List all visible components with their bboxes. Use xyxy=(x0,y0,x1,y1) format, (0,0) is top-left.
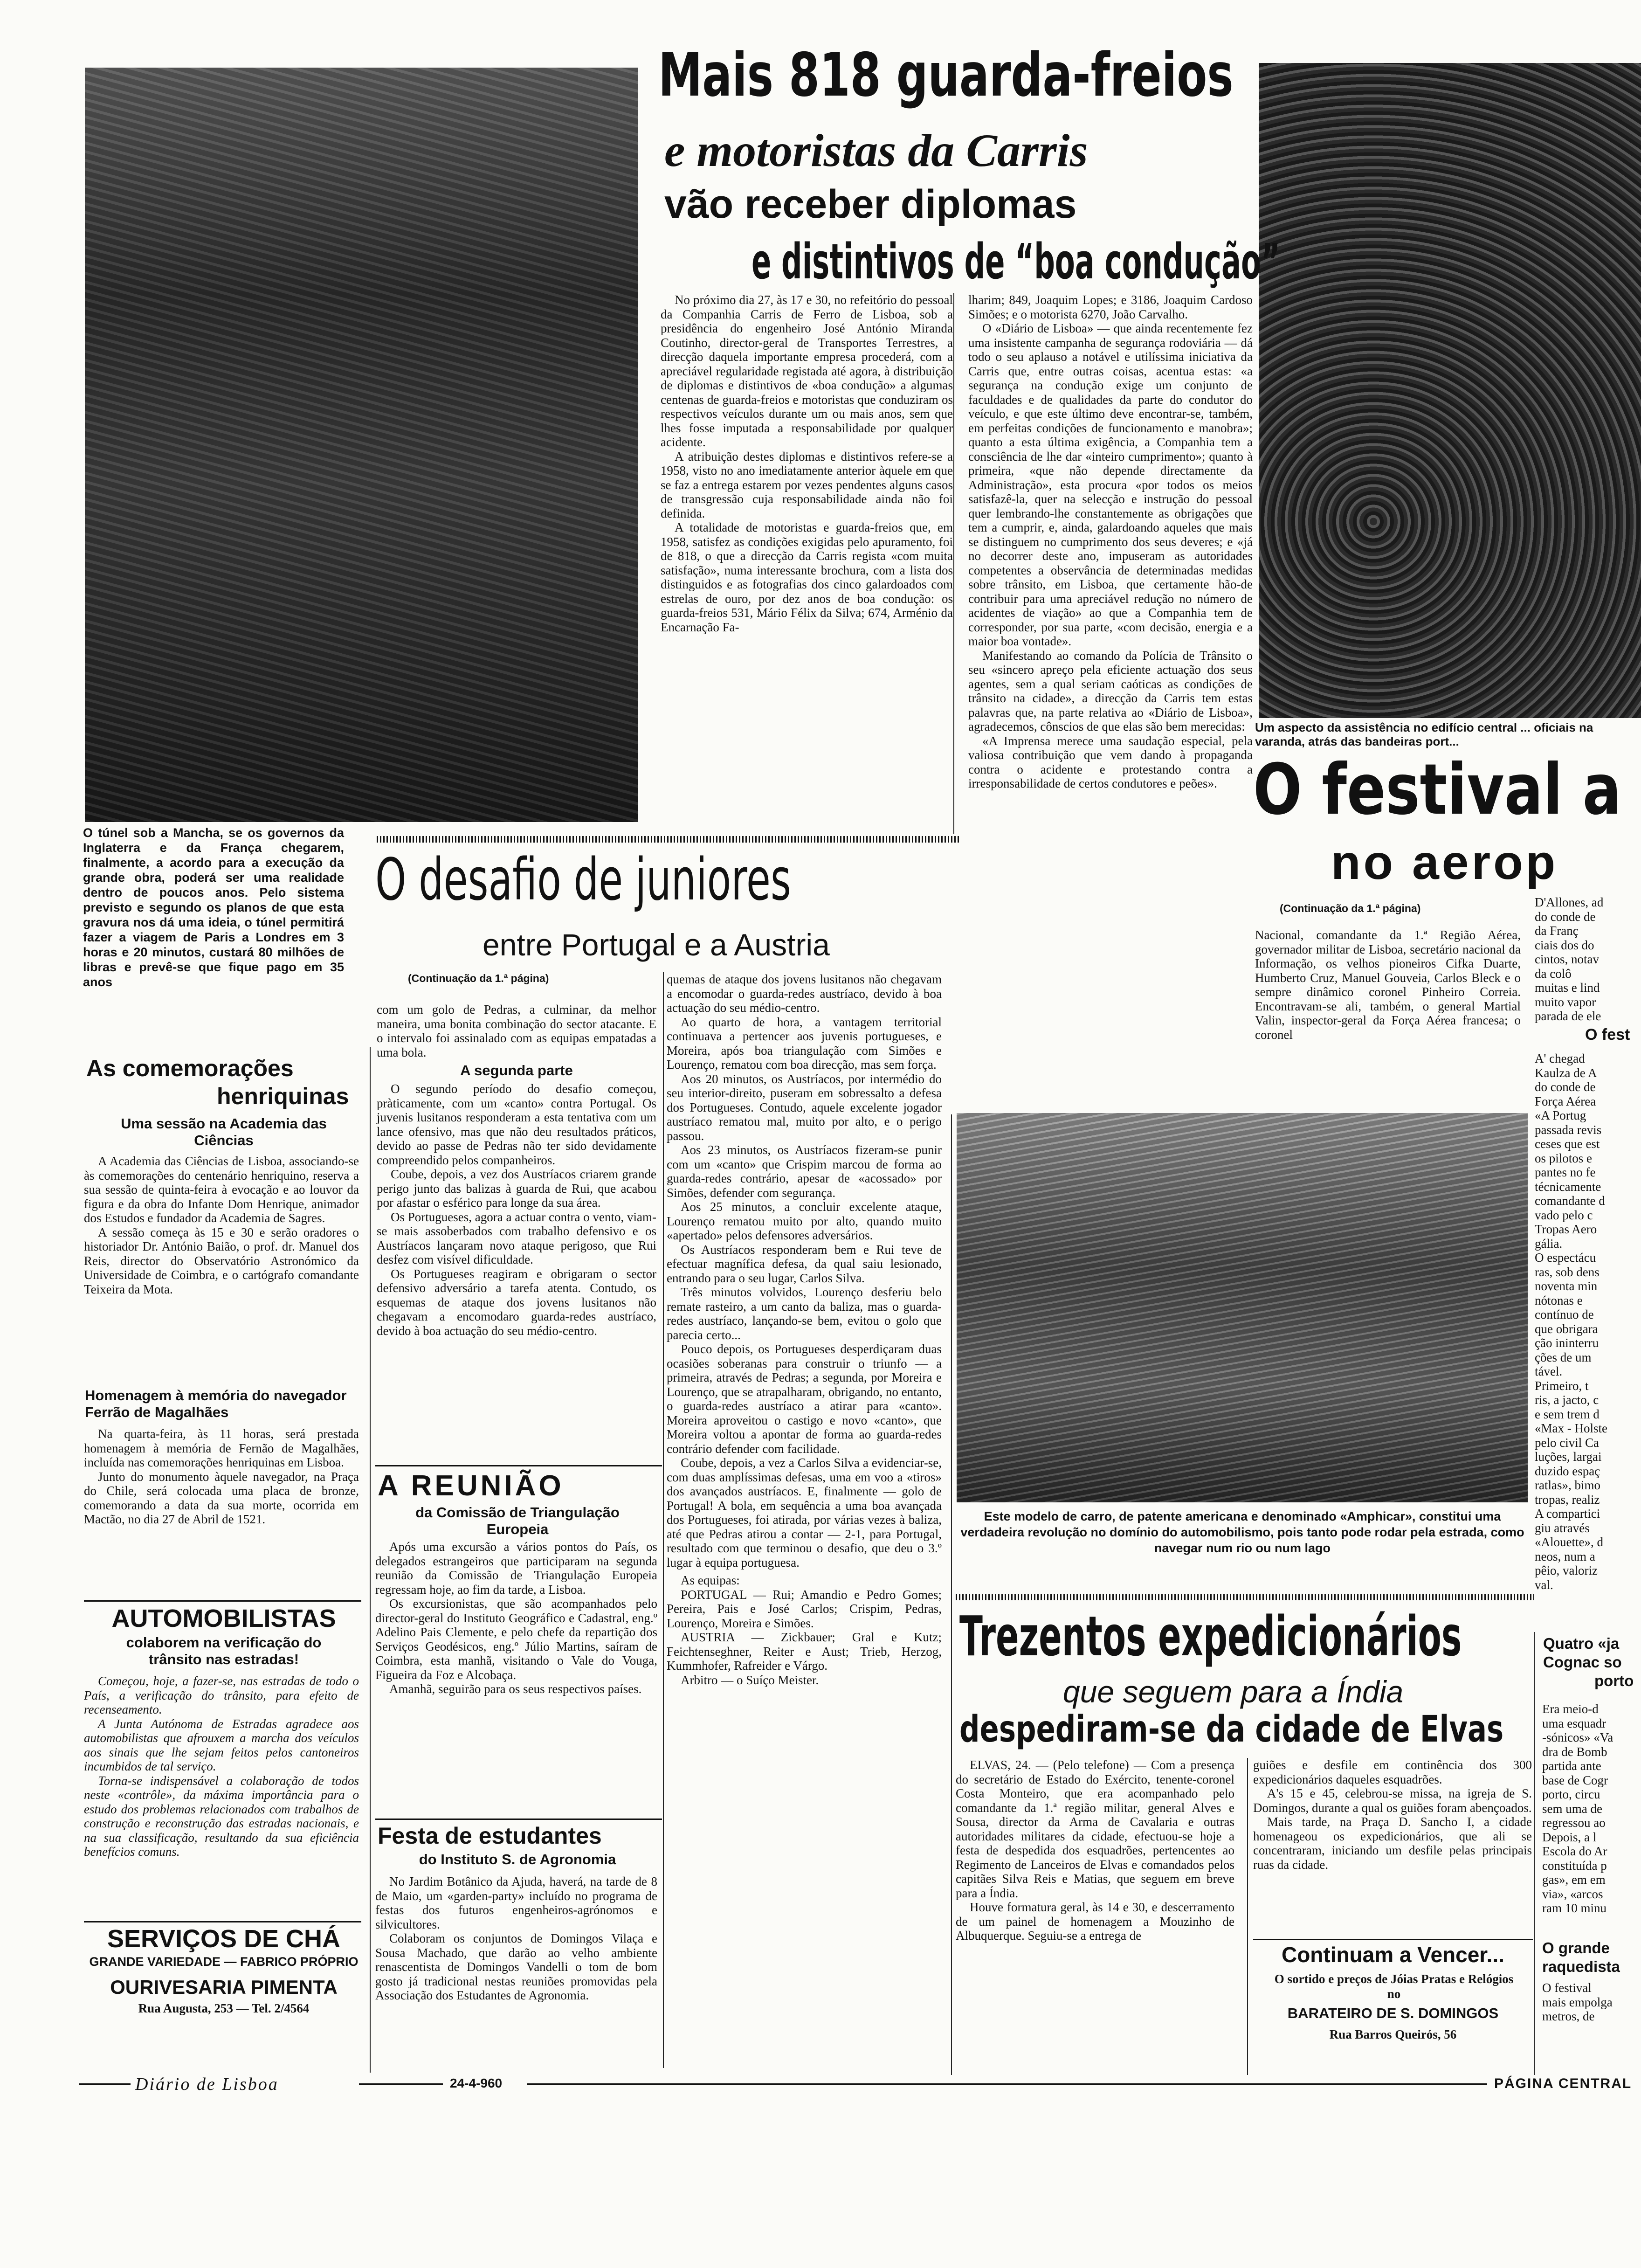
trezentos-column-2 xyxy=(1253,1758,1532,1912)
paragraph: com um golo de Pedras, a culminar, da melhor maneira, uma bonita combinação do sector atacante. E o intervalo foi assinalado com as equipas empatadas a uma bola. xyxy=(377,1003,656,1059)
juniores-column-2 xyxy=(667,972,942,2059)
festa-body xyxy=(375,1874,657,2070)
text-line: tável. xyxy=(1535,1364,1563,1378)
paragraph: Amanhã, seguirão para os seus respectivos países. xyxy=(389,1682,642,1696)
quatro-body xyxy=(1542,1702,1641,1915)
text-line: «Alouette», d xyxy=(1535,1535,1603,1549)
text-line: contínuo de xyxy=(1535,1307,1594,1321)
text-line: e sem trem d xyxy=(1535,1407,1600,1421)
paragraph: Torna-se indispensável a colaboração de todos neste «contrôle», da máxima importância para o estudo dos problemas relacionados com trabalhos de construção e reconstrução das estradas nacionais, e na sua classificação, resultando da sua eficiência benefícios comuns. xyxy=(84,1773,359,1859)
carris-column-2 xyxy=(968,293,1253,1109)
paragraph: A Junta Autónoma de Estradas agradece aos automobilistas que afrouxem a marcha dos veículos aos sinais que lhe sejam feitos pelos cantoneiros incumbidos de tal serviço. xyxy=(84,1716,359,1773)
text-line: val. xyxy=(1535,1577,1553,1592)
text-line: Tropas Aero xyxy=(1535,1222,1597,1236)
paragraph: A totalidade de motoristas e guarda-freios que, em 1958, satisfez as condições exigidas pelo apuramento, foi de 818, o que a direcção da Carris regista «com muita satisfação», numa interessante brochura, com a lista dos distinguidos e as fotografias dos cinco galardoados com estrelas de ouro, por dez anos de boa condução: os guarda-freios 531, Mário Félix da Silva; 674, Arménio da Encarnação Fa- xyxy=(661,520,953,634)
juniores-subhead: A segunda parte xyxy=(460,1062,573,1079)
text-line: duzido espaç xyxy=(1535,1464,1600,1478)
paragraph: Coube, depois, a vez a Carlos Silva a evidenciar-se, com duas amplíssimas defesas, uma em voo a «tiros» dos avançados austríacos. E, finalmente — golo de Portugal! A bola, em sequência a uma boa avançada dos Portugueses, foi atirada, por várias vezes à baliza, até que Pedras atirou a contar — 2-1, para Portugal, resultado com que terminou o desafio, que deu o 3.º lugar à equipa portuguesa. xyxy=(667,1456,942,1570)
footer-paper-name: Diário de Lisboa xyxy=(135,2074,279,2094)
paragraph: A atribuição destes diplomas e distintivos refere-se a 1958, visto no ano imediatamente anterior àquele em que se faz a entrega estarem por vezes pendentes alguns casos de transgressão cuja responsabilidade ainda não foi definida. xyxy=(661,449,953,520)
text-line: do conde de xyxy=(1535,909,1596,924)
footer xyxy=(79,2070,1641,2098)
festival-column-2-top xyxy=(1535,895,1641,1023)
juniores-continuation: (Continuação da 1.ª página) xyxy=(408,972,549,984)
trezentos-headline-2: que seguem para a Índia xyxy=(1063,1674,1404,1709)
carris-column-1 xyxy=(661,293,953,838)
text-line: vado pelo c xyxy=(1535,1208,1593,1222)
paragraph: Mais tarde, na Praça D. Sancho I, a cidade homenageou os expedicionários, que ali se concentraram, iniciando um desfile pelas principais ruas da cidade. xyxy=(1253,1815,1532,1872)
paragraph: Os Austríacos responderam bem e Rui teve de efectuar magnífica defesa, da qual saiu lesionado, entrando para o seu lugar, Carlos Silva. xyxy=(667,1242,942,1285)
text-line: ratlas», bimo xyxy=(1535,1478,1600,1492)
paragraph: Os Portugueses, agora a actuar contra o vento, viam-se mais assoberbados com trabalho defensivo e os Austríacos lançaram novo ataque perigoso, que Rui desfez com visível dificuldade. xyxy=(377,1210,656,1266)
trezentos-headline-1: Trezentos expedicionários xyxy=(959,1604,1462,1668)
text-line: noventa min xyxy=(1535,1279,1598,1293)
comemoracoes-column-1 xyxy=(84,1154,359,1387)
footer-line xyxy=(79,2083,131,2085)
grande-headline xyxy=(1542,1939,1641,1976)
text-line: «A Portug xyxy=(1535,1108,1586,1122)
text-line: os pilotos e xyxy=(1535,1151,1593,1165)
text-line: passada revis xyxy=(1535,1122,1602,1137)
divider xyxy=(377,836,959,843)
text-line: Força Aérea xyxy=(1535,1094,1596,1108)
text-line: constituída p xyxy=(1542,1858,1607,1873)
text-line: Escola do Ar xyxy=(1542,1844,1607,1858)
column-rule xyxy=(1247,1758,1248,2075)
paragraph: Três minutos volvidos, Lourenço desferiu belo remate rasteiro, a um canto da baliza, mas o guarda-redes austríaco, lançando-se bem, evitou o golo que parecia certo... xyxy=(667,1285,942,1342)
paragraph: lharim; 849, Joaquim Lopes; e 3186, Joaquim Cardoso Simões; e o motorista 6270, João Carvalho. xyxy=(968,293,1253,321)
text-line: luções, largai xyxy=(1535,1450,1602,1464)
headline-line: porto xyxy=(1594,1672,1634,1689)
text-line: ceses que est xyxy=(1535,1137,1600,1151)
paragraph: O «Diário de Lisboa» — que ainda recentemente fez uma insistente campanha de segurança rodoviária — dá todo o seu aplauso a notável e utilíssima iniciativa da Carris que, entre outras coisas, acentua estas: «a segurança na condução exige um conjunto de faculdades e de qualidades da parte do condutor do veículo, e que este último deve encontrar-se, também, em perfeitas condições de funcionamento e manobra»; quanto a esta última exigência, a Companhia tem a consciência de lhe dar «inteiro cumprimento»; quanto à primeira, «que não depende directamente da Administração», esta procura «por todos os meios satisfazê-la, quer na selecção e instrução do pessoal quer lembrando-lhe constantemente as obrigações que tem a cumprir, e, ainda, galardoando aqueles que mais se distinguem no cumprimento dos seus deveres; e «já no decorrer deste ano, impuseram as autoridades competentes a observância de determinadas medidas sobre trânsito, em Lisboa, que certamente hão-de contribuir para uma apreciável redução no número de acidentes de viação» ao que a Companhia tem de corresponder, por sua parte, «com decisão, energia e a maior boa vontade». xyxy=(968,321,1253,648)
paragraph: AUSTRIA — Zickbauer; Gral e Kutz; Feichtenseghner, Reiter e Aust; Trieb, Herzog, Kummhofer, Rafreider e Várgo. xyxy=(667,1630,942,1673)
juniores-headline-1: O desafio de juniores xyxy=(375,846,791,913)
text-line: da Franç xyxy=(1535,924,1579,938)
trezentos-headline-3: despediram-se da cidade de Elvas xyxy=(959,1708,1504,1750)
column-rule xyxy=(953,293,954,834)
festival-headline-1: O festival a xyxy=(1253,749,1621,830)
paragraph: guiões e desfile em continência dos 300 expedicionários daqueles esquadrões. xyxy=(1253,1758,1532,1786)
text-line: do conde de xyxy=(1535,1080,1596,1094)
divider xyxy=(84,1600,361,1602)
paragraph: Houve formatura geral, às 14 e 30, e descerramento de um painel de homenagem a Mouzinho de Albuquerque. Seguiu-se a entrega de xyxy=(956,1900,1234,1943)
paragraph: Colaboram os conjuntos de Domingos Vilaça e Sousa Machado, que darão ao velho ambiente renascentista de Domingos Vandelli o tom de bom gosto já tradicional nestas reuniões promovidas pela Associação dos Estudantes de Agronomia. xyxy=(375,1931,657,2002)
text-line: base de Cogr xyxy=(1542,1773,1608,1787)
text-line: dra de Bomb xyxy=(1542,1744,1607,1759)
festival-subhead: O fest xyxy=(1585,1026,1630,1044)
footer-page-label: PÁGINA CENTRAL xyxy=(1494,2076,1632,2091)
text-line: porto, circu xyxy=(1542,1787,1600,1801)
comemoracoes-column-2 xyxy=(84,1427,359,1599)
text-line: técnicamente xyxy=(1535,1179,1601,1194)
text-line: gália. xyxy=(1535,1236,1563,1251)
column-rule xyxy=(370,1047,371,2073)
festival-headline-2: no aerop xyxy=(1331,836,1558,890)
divider xyxy=(956,1594,1534,1600)
paragraph: Após uma excursão a vários pontos do País, os delegados estrangeiros que participaram na segunda reunião da Comissão de Triangulação Europeia regressam hoje, ao fim da tarde, a Lisboa. xyxy=(375,1540,657,1597)
cha-ad-title: SERVIÇOS DE CHÁ xyxy=(107,1925,341,1953)
text-line: Primeiro, t xyxy=(1535,1378,1589,1393)
continuam-line2: BARATEIRO DE S. DOMINGOS xyxy=(1287,2005,1499,2021)
automobilistas-subhead: colaborem na verificação do trânsito nas estradas! xyxy=(126,1634,322,1667)
text-line: pelo civil Ca xyxy=(1535,1435,1599,1450)
comemoracoes-headline-2: henriquinas xyxy=(217,1083,349,1109)
text-line: via», «arcos xyxy=(1542,1887,1603,1901)
carris-headline-4: e distintivos de “boa condução” xyxy=(752,233,1280,290)
text-line: A' chegad xyxy=(1535,1051,1585,1065)
festival-column-1: Nacional, comandante da 1.ª Região Aérea, governador militar de Lisboa, secretário nacional da Informação, os velhos pioneiros Cifka Duarte, Humberto Cruz, Manuel Gouveia, Carlos Bleck e o sempre dinâmico coronel Pinheiro Correia. Encontravam-se ali, também, o general Martial Valin, inspector-geral da Força Aérea francesa; o coronel xyxy=(1255,928,1521,1042)
footer-line xyxy=(527,2083,1487,2085)
automobilistas-body xyxy=(84,1674,359,1919)
paragraph: Aos 23 minutos, os Austríacos fizeram-se punir com um «canto» que Crispim marcou de forma ao guarda-redes contrário, apesar de «acossado» por Simões, defender com segurança. xyxy=(667,1143,942,1200)
text-line: pantes no fe xyxy=(1535,1165,1596,1179)
cha-ad-line3: Rua Augusta, 253 — Tel. 2/4564 xyxy=(138,2001,310,2015)
text-line: ram 10 minu xyxy=(1542,1901,1607,1915)
divider xyxy=(375,1465,662,1466)
paragraph: Pouco depois, os Portugueses desperdiçaram duas ocasiões soberanas para construir o triunfo — a primeira, através de Pedras; a segunda, por Moreira e Lourenço, que se atrapalharam, obrigando, no entanto, o guarda-redes austríaco a atirar para «canto». Moreira aproveitou o castigo e novo «canto», que Moreira voltou a apontar de forma ao guarda-redes contrário defender com facilidade. xyxy=(667,1342,942,1456)
comemoracoes-subhead-1: Uma sessão na Academia das Ciências xyxy=(121,1115,327,1148)
paragraph: PORTUGAL — Rui; Amandio e Pedro Gomes; Pereira, Pais e José Carlos; Crispim, Pedras, Lourenço, Moreira e Simões. xyxy=(667,1587,942,1630)
paragraph: A's 15 e 45, celebrou-se missa, na igreja de S. Domingos, durante a qual os guiões foram abençoados. xyxy=(1253,1786,1532,1815)
paragraph: «A Imprensa merece uma saudação especial, pela valiosa contribuição que vem dando à propaganda contra o acidente e protestando contra a irresponsabilidade de certos condutores e peões». xyxy=(968,733,1253,790)
paragraph: Manifestando ao comando da Polícia de Trânsito o seu «sincero apreço pela eficiente actuação dos seus agentes, sem a qual seriam caóticas as condições de trânsito na cidade», a direcção da Carris tem estas palavras que, na parte relativa ao «Diário de Lisboa», agradecemos, cônscios de que elas são bem merecidas: xyxy=(968,648,1253,733)
paragraph: Começou, hoje, a fazer-se, nas estradas de todo o País, a verificação do trânsito, para efeito de recenseamento. xyxy=(84,1674,359,1716)
paragraph: No próximo dia 27, às 17 e 30, no refeitório do pessoal da Companhia Carris de Ferro de Lisboa, sob a presidência do engenheiro José António Miranda Coutinho, director-geral de Transportes Terrestres, a direcção daquela importante empresa procederá, com a apreciável regularidade registada até agora, à distribuição de diplomas e distintivos de «boa condução» a algumas centenas de guarda-freios e motoristas que conduziram os respectivos veículos durante um ou mais anos, sem que lhes fosse imputada a responsabilidade por qualquer acidente. xyxy=(661,293,953,449)
divider xyxy=(1253,1939,1533,1940)
text-line: Era meio-d xyxy=(1542,1702,1599,1716)
comemoracoes-headline-1: As comemorações xyxy=(86,1055,294,1081)
text-line: parada de ele xyxy=(1535,1009,1601,1023)
cha-ad-line2: OURIVESARIA PIMENTA xyxy=(110,1976,338,1998)
paragraph: Na quarta-feira, às 11 horas, será prestada homenagem à memória de Fernão de Magalhães, incluída nas comemorações henriquinas em Lisboa. xyxy=(84,1427,359,1469)
text-line: nótonas e xyxy=(1535,1293,1583,1307)
text-line: O festival xyxy=(1542,1981,1592,1995)
headline-line: Quatro «ja xyxy=(1543,1635,1620,1652)
text-line: comandante d xyxy=(1535,1194,1605,1208)
column-rule xyxy=(663,972,664,2068)
paragraph: O segundo período do desafio começou, pràticamente, com um «canto» contra Portugal. Os juvenis lusitanos responderam a esta tentativa com um lance ofensivo, mas que não deu resultados práticos, devido ao passe de Pedras não ter sido devidamente compreendido pelos companheiros. xyxy=(377,1082,656,1167)
grande-body xyxy=(1542,1981,1641,2024)
text-line: «Max - Holste xyxy=(1535,1421,1607,1435)
tunnel-caption: O túnel sob a Mancha, se os governos da Inglaterra e da França chegarem, finalmente, a acordo para a execução da grande obra, poderá ser uma realidade dentro de poucos anos. Pelo sistema previsto e segundo os planos de que esta gravura nos dá uma ideia, o túnel permitirá fazer a viagem de Paris a Londres em 3 horas e 20 minutos, custará 80 milhões de libras e prevê-se que fique pago em 35 anos xyxy=(83,826,344,989)
paragraph: Junto do monumento àquele navegador, na Praça do Chile, será colocada uma placa de bronze, comemorando a data da sua morte, ocorrida em Mactão, no dia 27 de Abril de 1521. xyxy=(84,1469,359,1526)
text-line: cintos, notav xyxy=(1535,952,1599,966)
text-line: tropas, realiz xyxy=(1535,1492,1600,1507)
paragraph: Os excursionistas, que são acompanhados pelo director-geral do Instituto Geográfico e Cadastral, eng.º Adelino Pais Clemente, e pelo chefe da repartição dos Serviços Geodésicos, eng.º Júlio Martins, saíram de Coimbra, esta manhã, visitando o Vale do Vouga, Figueira da Foz e Alcobaça. xyxy=(375,1597,657,1682)
text-line: A compartici xyxy=(1535,1507,1600,1521)
footer-date: 24-4-960 xyxy=(450,2076,503,2090)
divider xyxy=(375,1819,662,1820)
festa-subhead: do Instituto S. de Agronomia xyxy=(419,1851,616,1867)
text-line: neos, num a xyxy=(1535,1549,1595,1563)
text-line: ris, a jacto, c xyxy=(1535,1393,1599,1407)
text-line: ciais dos do xyxy=(1535,938,1594,952)
text-line: uma esquadr xyxy=(1542,1716,1607,1730)
headline-line: Cognac so xyxy=(1543,1653,1622,1671)
crowd-photo xyxy=(1259,63,1641,718)
paragraph: A Academia das Ciências de Lisboa, associando-se às comemorações do centenário henriquino, reserva a sua sessão de quinta-feira à evocação e ao louvor da figura e da obra do Infante Dom Henrique, animador dos Estudos e fundador da Academia de Sagres. xyxy=(84,1154,359,1225)
amphicar-photo xyxy=(957,1113,1528,1502)
paragraph: Arbitro — o Suíço Meister. xyxy=(681,1673,819,1687)
text-line: que obrigara xyxy=(1535,1321,1598,1336)
text-line: D'Allones, ad xyxy=(1535,895,1604,909)
text-line: mais empolga xyxy=(1542,1995,1613,2009)
paragraph: quemas de ataque dos jovens lusitanos não chegavam a encomodar o guarda-redes austríaco, devido à boa actuação do seu médio-centro. xyxy=(667,972,942,1015)
text-line: metros, de xyxy=(1542,2009,1595,2023)
reuniao-headline: A REUNIÃO xyxy=(378,1470,564,1502)
tunnel-photo xyxy=(85,68,638,822)
reuniao-body xyxy=(375,1540,657,1815)
column-rule xyxy=(951,1114,952,2075)
text-line: ções de um xyxy=(1535,1350,1592,1364)
juniores-column-1 xyxy=(377,1003,656,1483)
text-line: gas», em em xyxy=(1542,1873,1606,1887)
text-line: muitas e lind xyxy=(1535,981,1600,995)
quatro-headline xyxy=(1543,1634,1641,1690)
paragraph: Os Portugueses reagiram e obrigaram o sector defensivo adversário a tarefa atenta. Contudo, os esquemas de ataque dos jovens lusitanos não chegavam a encomodaro guarda-redes austríaco, devido à boa actuação do seu médio-centro. xyxy=(377,1266,656,1338)
automobilistas-headline: AUTOMOBILISTAS xyxy=(111,1604,336,1632)
text-line: -sónicos» «Va xyxy=(1542,1730,1613,1744)
festa-headline: Festa de estudantes xyxy=(378,1823,602,1849)
continuam-line3: Rua Barros Queirós, 56 xyxy=(1329,2027,1457,2041)
text-line: sem uma de xyxy=(1542,1801,1602,1816)
crowd-caption: Um aspecto da assistência no edifício central ... oficiais na varanda, atrás das bandeiras port... xyxy=(1255,720,1593,748)
paragraph: No Jardim Botânico da Ajuda, haverá, na tarde de 8 de Maio, um «garden-party» incluído no programa de festas dos futuros engenheiros-agrónomos e silvicultores. xyxy=(375,1874,657,1931)
continuam-headline: Continuam a Vencer... xyxy=(1281,1943,1505,1967)
continuam-line1: O sortido e preços de Jóias Pratas e Relógios no xyxy=(1274,1972,1514,2001)
text-line: Depois, a l xyxy=(1542,1830,1597,1844)
text-line: ras, sob dens xyxy=(1535,1265,1600,1279)
text-line: O espectácu xyxy=(1535,1251,1596,1265)
comemoracoes-subhead-2: Homenagem à memória do navegador Ferrão de Magalhães xyxy=(85,1387,347,1420)
headline-line: raquedista xyxy=(1542,1958,1620,1975)
carris-headline-1: Mais 818 guarda-freios xyxy=(658,41,1234,110)
paragraph: Aos 25 minutos, a concluir excelente ataque, Lourenço rematou muito por alto, quando muito «apertado» pelos defensores adversários. xyxy=(667,1200,942,1242)
text-line: giu através xyxy=(1535,1521,1590,1535)
amphicar-caption: Este modelo de carro, de patente americana e denominado «Amphicar», constitui uma verdadeira revolução no domínio do automobilismo, pois tanto pode rodar pela estrada, como navegar num rio ou num lago xyxy=(960,1509,1524,1555)
paragraph: ELVAS, 24. — (Pelo telefone) — Com a presença do secretário de Estado do Exército, tenente-coronel Costa Monteiro, que era acompanhado pelo comandante da 1.ª região militar, general Alves e Sousa, director da Arma de Cavalaria e outras autoridades militares da cidade, efectuou-se hoje a festa de despedida dos esquadrões, pertencentes ao Regimento de Lanceiros de Elvas e comandados pelos capitães Silva Reis e Matias, que seguem em breve para a Índia. xyxy=(956,1758,1234,1900)
text-line: partida ante xyxy=(1542,1759,1601,1773)
footer-line xyxy=(359,2083,443,2085)
paragraph: A sessão começa às 15 e 30 e serão oradores o historiador Dr. António Baião, o prof. dr. Manuel dos Reis, director do Observatório Astronómico da Universidade de Coimbra, e o cartógrafo comandante Teixeira da Mota. xyxy=(84,1225,359,1296)
text-line: pêio, valoriz xyxy=(1535,1563,1598,1577)
carris-headline-2: e motoristas da Carris xyxy=(664,124,1088,176)
paragraph: Ao quarto de hora, a vantagem territorial continuava a pertencer aos juvenis portugueses, e Moreira, após boa triangulação com Simões e Lourenço, rematou com boa direcção, mas sem força. xyxy=(667,1015,942,1072)
text-line: regressou ao xyxy=(1542,1816,1606,1830)
text-line: Kaulza de A xyxy=(1535,1065,1597,1080)
juniores-headline-2: entre Portugal e a Austria xyxy=(483,927,830,962)
divider xyxy=(84,1921,361,1922)
trezentos-column-1 xyxy=(956,1758,1234,2066)
paragraph: Coube, depois, a vez dos Austríacos criarem grande perigo junto das balizas à guarda de Rui, que acabou por afastar o esférico para longe da sua área. xyxy=(377,1167,656,1210)
headline-line: O grande xyxy=(1542,1939,1610,1957)
column-rule xyxy=(1534,1632,1535,2075)
paragraph: Aos 20 minutos, os Austríacos, por intermédio do seu interior-direito, puseram em sobressalto a defesa dos Portugueses. Contudo, aquele excelente jogador austríaco rematou mal, muito por alto, e o perigo passou. xyxy=(667,1072,942,1143)
paragraph: As equipas: xyxy=(681,1573,740,1587)
text-line: muito vapor xyxy=(1535,995,1596,1009)
festival-column-2-bottom xyxy=(1535,1051,1641,1592)
reuniao-subhead: da Comissão de Triangulação Europeia xyxy=(415,1504,620,1537)
text-line: da colô xyxy=(1535,966,1572,981)
cha-ad-line1: GRANDE VARIEDADE — FABRICO PRÓPRIO xyxy=(89,1955,359,1969)
carris-headline-3: vão receber diplomas xyxy=(664,182,1077,227)
text-line: ção ininterru xyxy=(1535,1336,1599,1350)
festival-continuation: (Continuação da 1.ª página) xyxy=(1280,902,1421,914)
